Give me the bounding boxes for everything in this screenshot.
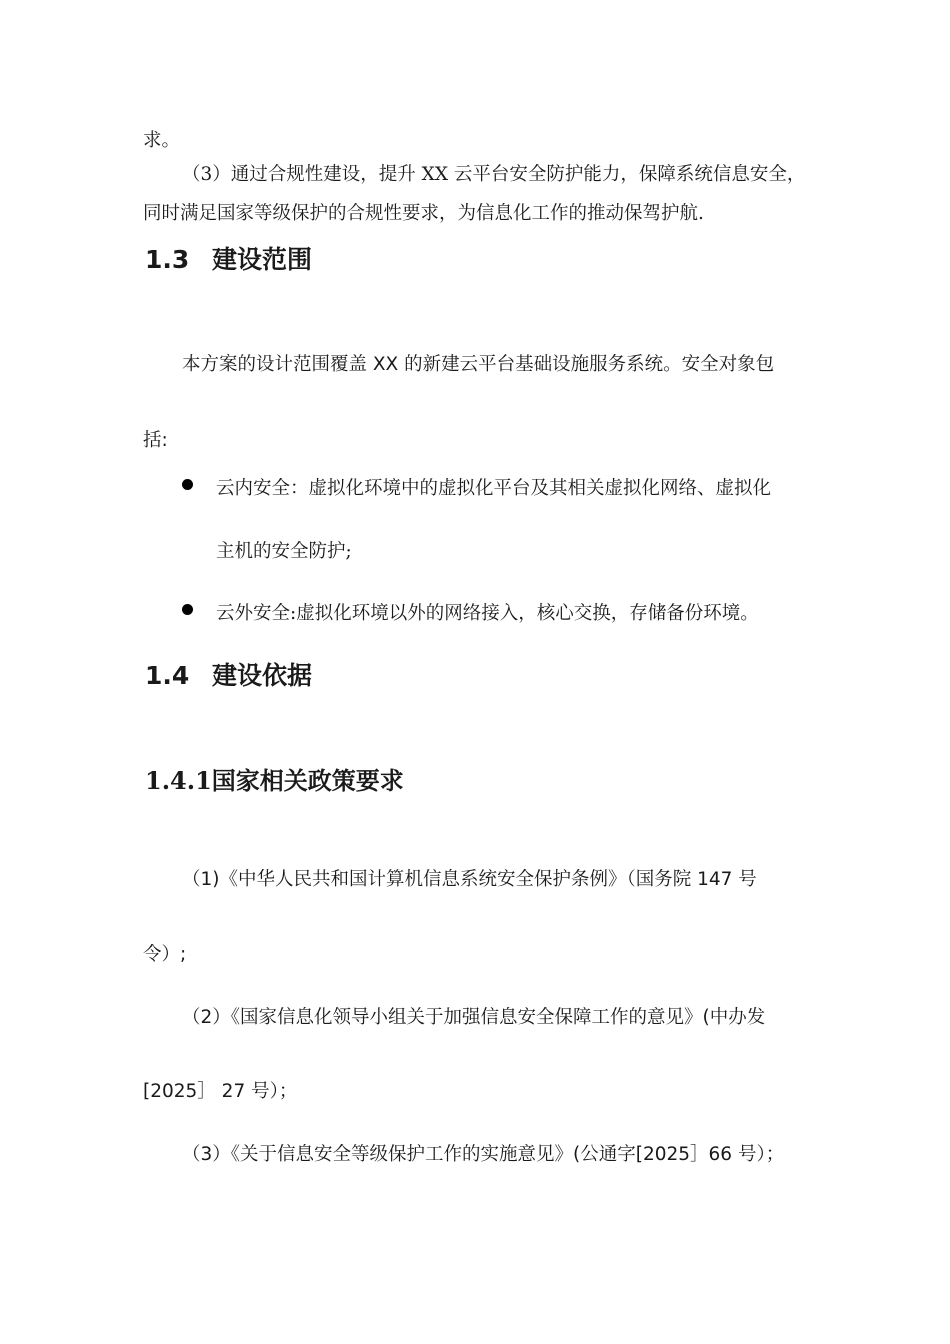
paragraph-line: 括:: [143, 430, 168, 451]
list-item-line: （1)《中华人民共和国计算机信息系统安全保护条例》（国务院 147 号: [182, 869, 757, 890]
section-heading-1-3: [145, 240, 312, 276]
section-number: 1.3: [145, 245, 190, 274]
list-item-line: [2025］ 27 号）；: [143, 1081, 298, 1102]
paragraph-line: 本方案的设计范围覆盖 XX 的新建云平台基础设施服务系统。安全对象包: [182, 354, 775, 375]
subsection-heading-1-4-1: 1.4.1国家相关政策要求: [145, 766, 404, 795]
text-line: （3）通过合规性建设，提升 XX 云平台安全防护能力，保障系统信息安全，: [182, 164, 806, 185]
section-number: 1.4: [145, 661, 190, 690]
bullet-item-line: 云内安全：虚拟化环境中的虚拟化平台及其相关虚拟化网络、虚拟化: [216, 478, 772, 499]
bullet-icon: [182, 479, 193, 490]
bullet-icon: [182, 604, 193, 615]
bullet-item-line: 主机的安全防护;: [216, 541, 352, 562]
section-title: 建设依据: [212, 661, 313, 690]
section-heading-1-4: [145, 656, 312, 692]
list-item-line: 令）;: [143, 944, 187, 965]
section-title: 建设范围: [212, 245, 313, 274]
text-line: 求。: [143, 130, 181, 151]
bullet-item-line: 云外安全:虚拟化环境以外的网络接入，核心交换，存储备份环境。: [216, 603, 759, 624]
list-item-line: （2）《国家信息化领导小组关于加强信息安全保障工作的意见》(中办发: [182, 1007, 766, 1028]
list-item-line: （3）《关于信息安全等级保护工作的实施意见》(公通字[2025］66 号）；: [182, 1144, 785, 1165]
text-line: 同时满足国家等级保护的合规性要求，为信息化工作的推动保驾护航.: [143, 203, 704, 224]
